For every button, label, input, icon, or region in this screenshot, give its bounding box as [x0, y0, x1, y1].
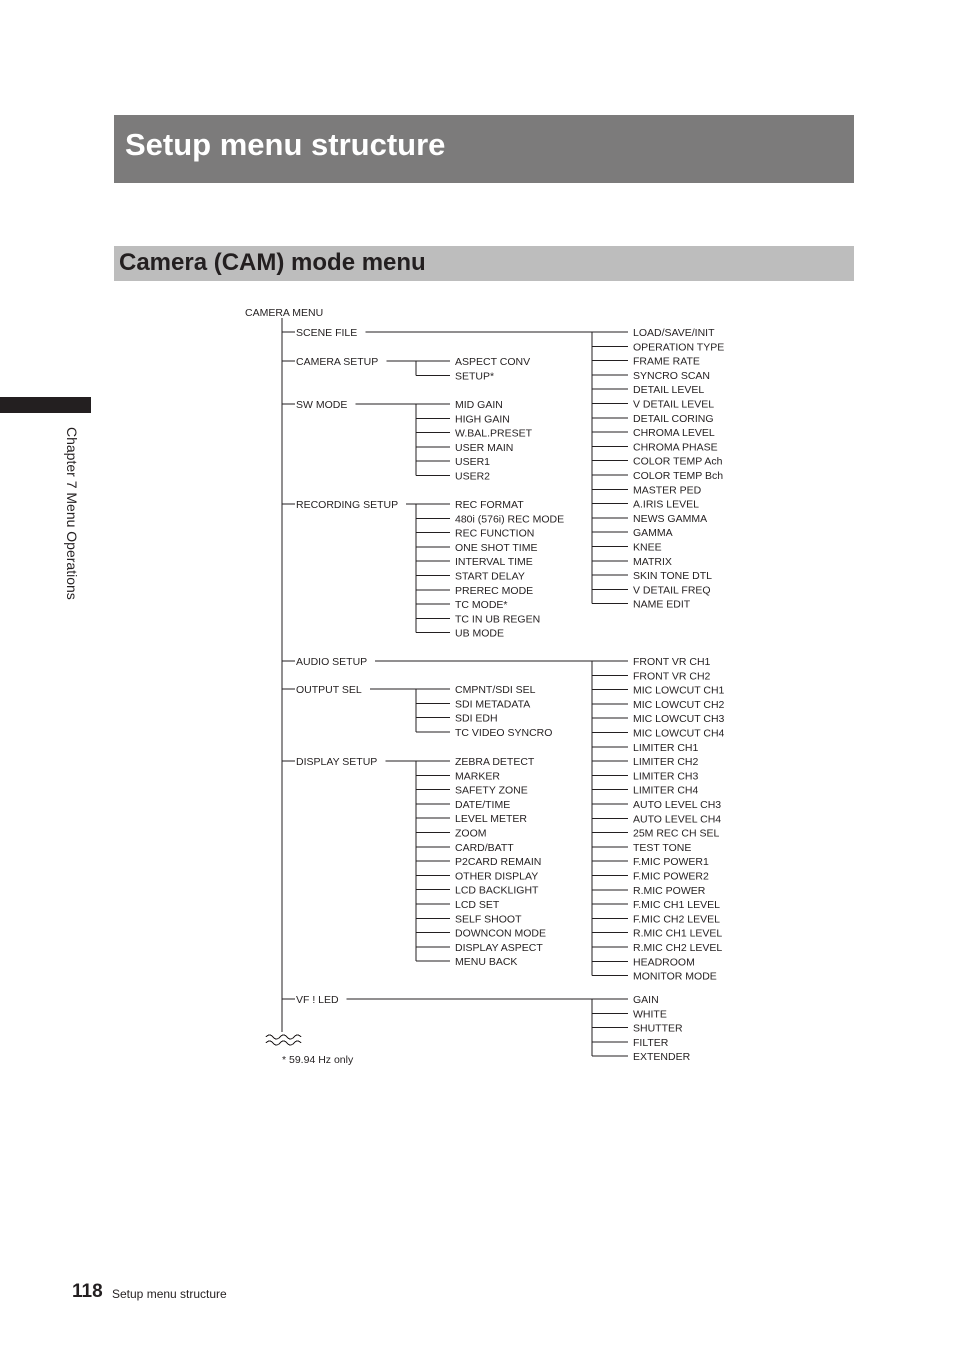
- menu-item-label: FRAME RATE: [633, 355, 700, 368]
- group-label: SW MODE: [296, 399, 348, 411]
- footer-title: Setup menu structure: [112, 1287, 227, 1301]
- menu-item-label: REC FUNCTION: [455, 527, 535, 540]
- menu-item-label: F.MIC CH1 LEVEL: [633, 899, 720, 912]
- group-label: SCENE FILE: [296, 327, 358, 339]
- menu-item-label: P2CARD REMAIN: [455, 856, 542, 869]
- menu-item-label: MONITOR MODE: [633, 970, 717, 983]
- menu-item-label: TC VIDEO SYNCRO: [455, 726, 553, 739]
- menu-item-label: LIMITER CH3: [633, 770, 699, 783]
- menu-item-label: SELF SHOOT: [455, 913, 522, 926]
- group-label: VF ! LED: [296, 994, 339, 1006]
- menu-item-label: F.MIC CH2 LEVEL: [633, 913, 720, 926]
- menu-item-label: INTERVAL TIME: [455, 556, 533, 569]
- menu-item-label: COLOR TEMP Ach: [633, 455, 723, 468]
- page-title: Setup menu structure: [125, 127, 446, 162]
- menu-item-label: HIGH GAIN: [455, 413, 510, 426]
- menu-item-label: TC MODE*: [455, 599, 508, 612]
- menu-item-label: F.MIC POWER1: [633, 856, 709, 869]
- menu-item-label: 480i (576i) REC MODE: [455, 513, 565, 526]
- menu-item-label: WHITE: [633, 1008, 667, 1021]
- menu-item-label: MIC LOWCUT CH1: [633, 684, 725, 697]
- section-title: Camera (CAM) mode menu: [119, 249, 426, 276]
- menu-item-label: CHROMA PHASE: [633, 441, 718, 454]
- menu-root-label: CAMERA MENU: [245, 307, 324, 319]
- menu-item-label: FILTER: [633, 1036, 669, 1049]
- menu-item-label: CHROMA LEVEL: [633, 427, 715, 440]
- menu-item-label: LIMITER CH1: [633, 741, 699, 754]
- menu-item-label: OTHER DISPLAY: [455, 870, 539, 883]
- menu-item-label: W.BAL.PRESET: [455, 427, 533, 440]
- page-number: 118: [72, 1281, 103, 1302]
- menu-item-label: LIMITER CH2: [633, 756, 699, 769]
- menu-item-label: HEADROOM: [633, 956, 695, 969]
- menu-item-label: AUTO LEVEL CH3: [633, 799, 722, 811]
- menu-item-label: UB MODE: [455, 627, 505, 640]
- menu-item-label: SYNCRO SCAN: [633, 369, 711, 382]
- menu-item-label: PREREC MODE: [455, 584, 534, 597]
- menu-item-label: R.MIC POWER: [633, 884, 706, 897]
- menu-item-label: R.MIC CH1 LEVEL: [633, 927, 723, 940]
- menu-item-label: MIC LOWCUT CH2: [633, 698, 725, 711]
- menu-item-label: ASPECT CONV: [455, 356, 531, 368]
- menu-item-label: A.IRIS LEVEL: [633, 498, 699, 511]
- menu-item-label: LEVEL METER: [455, 813, 527, 826]
- menu-item-label: SAFETY ZONE: [455, 784, 528, 797]
- group-label: RECORDING SETUP: [296, 499, 399, 511]
- menu-item-label: MID GAIN: [455, 399, 503, 411]
- menu-item-label: ZOOM: [455, 827, 487, 840]
- menu-item-label: MIC LOWCUT CH3: [633, 713, 725, 726]
- menu-item-label: CARD/BATT: [455, 841, 514, 854]
- menu-item-label: LCD SET: [455, 899, 500, 911]
- menu-item-label: MATRIX: [633, 555, 672, 568]
- menu-item-label: MARKER: [455, 770, 500, 783]
- menu-item-label: MIC LOWCUT CH4: [633, 727, 725, 740]
- menu-item-label: OPERATION TYPE: [633, 341, 725, 354]
- menu-item-label: FRONT VR CH2: [633, 670, 711, 683]
- menu-item-label: DOWNCON MODE: [455, 927, 546, 940]
- menu-item-label: LIMITER CH4: [633, 784, 699, 797]
- menu-item-label: V DETAIL FREQ: [633, 584, 711, 597]
- menu-item-label: TEST TONE: [633, 841, 692, 854]
- menu-item-label: 25M REC CH SEL: [633, 827, 720, 840]
- group-label: DISPLAY SETUP: [296, 756, 378, 768]
- menu-item-label: MENU BACK: [455, 956, 518, 969]
- menu-item-label: V DETAIL LEVEL: [633, 398, 715, 411]
- menu-item-label: SDI METADATA: [455, 698, 531, 711]
- menu-item-label: USER1: [455, 456, 491, 469]
- menu-item-label: NAME EDIT: [633, 598, 691, 611]
- menu-item-label: LCD BACKLIGHT: [455, 884, 539, 897]
- menu-item-label: START DELAY: [455, 570, 525, 583]
- group-label: CAMERA SETUP: [296, 356, 379, 368]
- menu-item-label: DISPLAY ASPECT: [455, 941, 543, 954]
- group-label: OUTPUT SEL: [296, 684, 362, 696]
- menu-item-label: F.MIC POWER2: [633, 870, 709, 883]
- trunk-break-mark: [266, 1041, 301, 1045]
- group-label: AUDIO SETUP: [296, 656, 368, 668]
- menu-item-label: ONE SHOT TIME: [455, 541, 538, 554]
- menu-item-label: COLOR TEMP Bch: [633, 470, 724, 482]
- menu-item-label: ZEBRA DETECT: [455, 756, 535, 768]
- menu-item-label: USER2: [455, 470, 491, 483]
- menu-item-label: USER MAIN: [455, 441, 514, 454]
- menu-item-label: AUTO LEVEL CH4: [633, 813, 722, 826]
- menu-item-label: KNEE: [633, 541, 662, 554]
- menu-item-label: DETAIL LEVEL: [633, 384, 705, 397]
- chapter-side-label: Chapter 7 Menu Operations: [64, 427, 80, 600]
- footnote-text: * 59.94 Hz only: [282, 1054, 354, 1066]
- menu-item-label: DATE/TIME: [455, 798, 511, 811]
- menu-item-label: SDI EDH: [455, 712, 498, 725]
- trunk-break-mark: [266, 1035, 301, 1039]
- menu-item-label: CMPNT/SDI SEL: [455, 684, 536, 696]
- menu-item-label: DETAIL CORING: [633, 412, 714, 425]
- menu-item-label: REC FORMAT: [455, 499, 524, 511]
- menu-item-label: EXTENDER: [633, 1051, 691, 1064]
- menu-item-label: GAMMA: [633, 527, 673, 540]
- menu-item-label: SHUTTER: [633, 1022, 683, 1035]
- menu-item-label: LOAD/SAVE/INIT: [633, 327, 715, 339]
- menu-item-label: MASTER PED: [633, 484, 702, 497]
- menu-item-label: R.MIC CH2 LEVEL: [633, 942, 723, 954]
- menu-item-label: TC IN UB REGEN: [455, 613, 541, 626]
- menu-item-label: FRONT VR CH1: [633, 656, 711, 668]
- menu-item-label: NEWS GAMMA: [633, 512, 708, 525]
- menu-item-label: SKIN TONE DTL: [633, 570, 712, 583]
- menu-item-label: GAIN: [633, 994, 659, 1006]
- menu-item-label: SETUP*: [455, 370, 495, 383]
